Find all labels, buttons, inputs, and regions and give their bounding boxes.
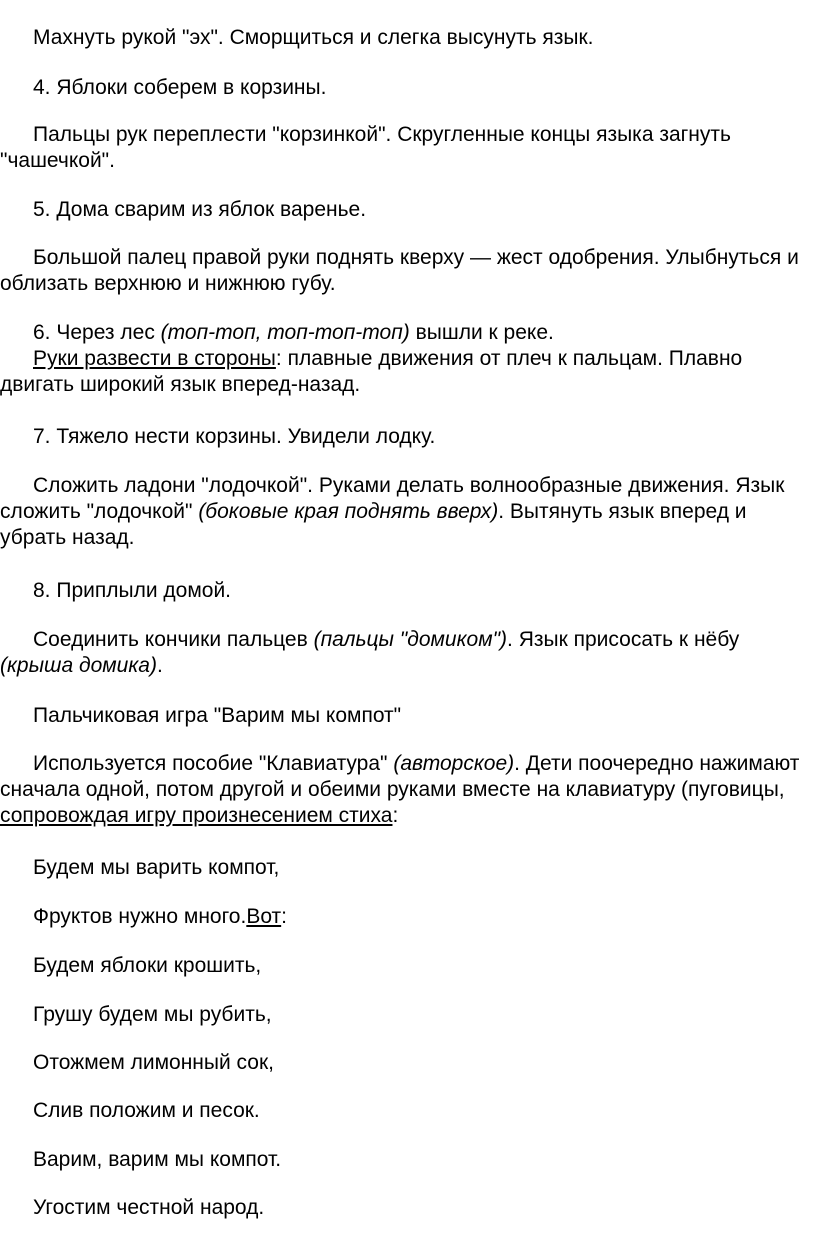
verse-line bbox=[0, 1002, 806, 1028]
paragraph-text: Используется пособие "Клавиатура" bbox=[33, 752, 394, 775]
verse-line bbox=[0, 1098, 806, 1124]
paragraph-text: 8. Приплыли домой. bbox=[33, 579, 232, 602]
paragraph-text: : плавные движения от плеч к пальцам. Плавно двигать широкий язык вперед-назад. bbox=[0, 347, 743, 396]
paragraph-keyboard bbox=[0, 751, 806, 829]
paragraph-text: : bbox=[392, 804, 399, 827]
paragraph-house bbox=[0, 627, 806, 679]
underlined-text: сопровождая игру произнесением стиха bbox=[0, 804, 393, 827]
verse-text: Будем мы варить компот, bbox=[33, 856, 280, 879]
paragraph-text: 7. Тяжело нести корзины. Увидели лодку. bbox=[33, 425, 436, 448]
paragraph-step-8 bbox=[0, 578, 806, 604]
paragraph-text: . Вытянуть язык вперед и убрать назад. bbox=[0, 500, 747, 549]
paragraph-text: вышли к реке. bbox=[409, 321, 554, 344]
paragraph-basket bbox=[0, 122, 806, 174]
paragraph-text: Пальцы рук переплести "корзинкой". Скругленные концы языка загнуть "чашечкой". bbox=[0, 123, 731, 172]
verse-line bbox=[0, 1050, 806, 1076]
paragraph-step-4 bbox=[0, 75, 806, 101]
underlined-text: Вот bbox=[246, 905, 282, 928]
paragraph-gesture-eh bbox=[0, 25, 806, 51]
verse-text: Грушу будем мы рубить, bbox=[33, 1003, 272, 1026]
verse-line bbox=[0, 953, 806, 979]
paragraph-text: 4. Яблоки соберем в корзины. bbox=[33, 76, 327, 99]
verse-line bbox=[0, 904, 806, 930]
verse-line bbox=[0, 1195, 806, 1221]
italic-note: (авторское) bbox=[393, 752, 515, 775]
verse-text: Угостим честной народ. bbox=[33, 1196, 265, 1219]
verse-line bbox=[0, 855, 806, 881]
verse-line bbox=[0, 1147, 806, 1173]
verse-text: Будем яблоки крошить, bbox=[33, 954, 262, 977]
verse-text: Отожмем лимонный сок, bbox=[33, 1051, 274, 1074]
paragraph-step-5 bbox=[0, 197, 806, 223]
verse-text: Фруктов нужно много. bbox=[33, 905, 247, 928]
paragraph-text: 5. Дома сварим из яблок варенье. bbox=[33, 198, 367, 221]
italic-note: (боковые края поднять вверх) bbox=[198, 500, 499, 523]
section-title-finger-game bbox=[0, 703, 806, 729]
verse-text: Слив положим и песок. bbox=[33, 1099, 260, 1122]
underlined-text: Руки развести в стороны bbox=[33, 347, 276, 370]
paragraph-text: 6. Через лес bbox=[33, 321, 161, 344]
paragraph-text: . bbox=[156, 654, 163, 677]
verse-text: : bbox=[281, 905, 287, 928]
verse-text: Варим, варим мы компот. bbox=[33, 1148, 282, 1171]
italic-note: (топ-топ, топ-топ-топ) bbox=[160, 321, 410, 344]
italic-note: (пальцы "домиком") bbox=[313, 628, 508, 651]
paragraph-text: Махнуть рукой "эх". Сморщиться и слегка высунуть язык. bbox=[33, 26, 594, 49]
paragraph-arms-apart bbox=[0, 346, 806, 398]
paragraph-step-7 bbox=[0, 424, 806, 450]
italic-note: (крыша домика) bbox=[0, 654, 157, 677]
paragraph-text: . Дети поочередно нажимают сначала одной, потом другой и обеими руками вместе на клавиатуру (пуговицы, bbox=[0, 752, 800, 801]
paragraph-text: Большой палец правой руки поднять кверху — жест одобрения. Улыбнуться и облизать верхнюю и нижнюю губу. bbox=[0, 246, 799, 295]
paragraph-text: Соединить кончики пальцев bbox=[33, 628, 314, 651]
paragraph-text: . Язык присосать к нёбу bbox=[507, 628, 740, 651]
paragraph-step-6 bbox=[0, 320, 806, 346]
paragraph-thumb-up bbox=[0, 245, 806, 297]
paragraph-boat bbox=[0, 473, 806, 551]
paragraph-text: Пальчиковая игра "Варим мы компот" bbox=[33, 704, 402, 727]
paragraph-text: Сложить ладони "лодочкой". Руками делать волнообразные движения. Язык сложить "лодочкой" bbox=[0, 474, 785, 523]
